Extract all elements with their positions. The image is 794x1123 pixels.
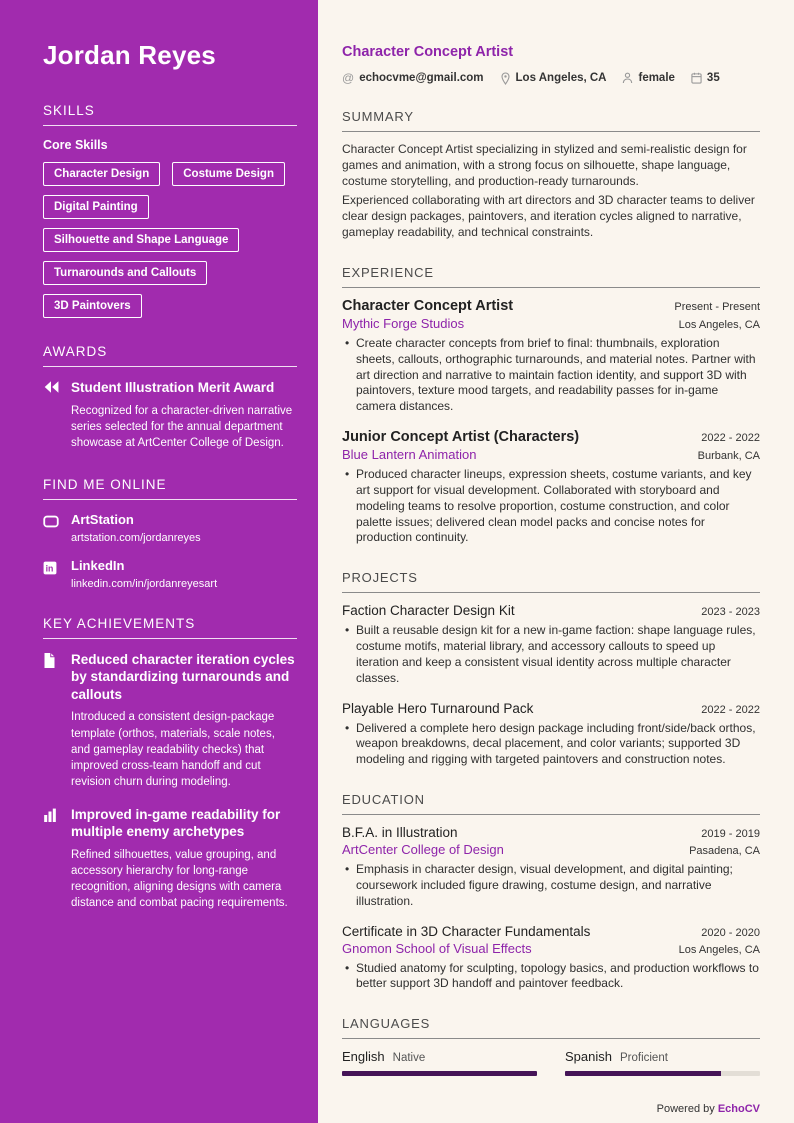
online-profile-label: ArtStation — [71, 511, 134, 527]
experience-dates: Present - Present — [674, 300, 760, 313]
award-icon — [43, 379, 61, 451]
artstation-icon — [43, 512, 61, 544]
achievement-item — [43, 651, 297, 790]
contact-email-value: echocvme@gmail.com — [359, 72, 484, 84]
contact-location — [500, 72, 607, 85]
achievement-content — [71, 651, 297, 790]
experience-location: Los Angeles, CA — [678, 318, 760, 331]
key-achievements-title: KEY ACHIEVEMENTS — [43, 616, 297, 639]
education-section-title: EDUCATION — [342, 792, 760, 815]
language-name: Spanish — [565, 1049, 612, 1065]
person-icon — [622, 72, 633, 84]
award-name: Student Illustration Merit Award — [71, 380, 275, 395]
language-name: English — [342, 1049, 385, 1065]
document-icon — [43, 651, 61, 790]
awards-title: AWARDS — [43, 344, 297, 367]
project-name: Faction Character Design Kit — [342, 603, 515, 619]
project-bullet: • Delivered a complete hero design package including front/side/back orthos, weapon breakdowns, decal placement, and color variants; supported 3D modeling and rigging with targeted paintovers and construction notes. — [342, 721, 760, 768]
online-profile-content — [71, 558, 217, 590]
language-item — [565, 1049, 760, 1076]
experience-bullet: • Create character concepts from brief to final: thumbnails, exploration sheets, callouts, orthographic turnarounds, and material notes. Partner with art direction and narrative to maintain faction identity, and support 3D with paintovers, texture mood targets, and readability passes for in-game camera distances. — [342, 336, 760, 415]
achievement-description: Refined silhouettes, value grouping, and accessory hierarchy for long-range recognition, aligning designs with camera distance and combat pacing requirements. — [71, 849, 288, 910]
project-name: Playable Hero Turnaround Pack — [342, 700, 534, 716]
person-name: Jordan Reyes — [43, 40, 216, 70]
experience-item — [342, 429, 760, 546]
experience-location: Burbank, CA — [697, 450, 760, 463]
language-bar — [342, 1071, 537, 1076]
sidebar — [0, 0, 318, 1123]
brand-link[interactable]: EchoCV — [717, 1103, 760, 1115]
award-description: Recognized for a character-driven narrative series selected for the annual department showcase at ArtCenter College of Design. — [71, 404, 293, 449]
footer — [657, 1103, 760, 1115]
find-me-online-title: FIND ME ONLINE — [43, 477, 297, 500]
calendar-icon — [691, 72, 702, 84]
education-bullet: • Emphasis in character design, visual development, and digital painting; coursework included figure drawing, costume design, and narrative illustration. — [342, 862, 760, 909]
language-bar-fill — [342, 1071, 537, 1076]
summary-paragraph: Experienced collaborating with art directors and 3D character teams to deliver clear design packages, paintovers, and iteration cycles aligned to narrative, gameplay readability, and technical constraints. — [342, 193, 755, 240]
contact-row — [342, 71, 760, 85]
svg-text:in: in — [45, 563, 54, 574]
achievement-item — [43, 806, 297, 911]
contact-location-value: Los Angeles, CA — [515, 72, 607, 84]
summary-paragraph: Character Concept Artist specializing in stylized and semi-realistic design for games and animation, with a strong focus on silhouette, shape language, costume storytelling, and production-ready turnarounds. — [342, 142, 747, 188]
contact-gender-value: female — [638, 72, 675, 84]
education-degree: Certificate in 3D Character Fundamentals — [342, 923, 591, 939]
experience-company: Blue Lantern Animation — [342, 447, 477, 463]
award-item — [43, 379, 297, 451]
online-profile-url[interactable]: linkedin.com/in/jordanreyesart — [71, 577, 218, 590]
skill-tag: Character Design — [43, 162, 160, 186]
skills-section — [43, 103, 297, 318]
education-location: Pasadena, CA — [689, 845, 760, 858]
experience-dates: 2022 - 2022 — [701, 432, 760, 445]
skill-tag: Silhouette and Shape Language — [43, 228, 239, 252]
skills-title: SKILLS — [43, 103, 297, 126]
email-icon: @ — [342, 71, 355, 85]
online-profile-label: LinkedIn — [71, 557, 125, 573]
project-dates: 2022 - 2022 — [701, 703, 760, 716]
online-profile-url[interactable]: artstation.com/jordanreyes — [71, 531, 201, 544]
experience-company: Mythic Forge Studios — [342, 315, 465, 331]
find-me-online-section — [43, 477, 297, 590]
location-pin-icon — [500, 72, 511, 85]
education-location: Los Angeles, CA — [678, 943, 760, 956]
skill-tags — [43, 162, 297, 318]
projects-section-title: PROJECTS — [342, 570, 760, 593]
contact-gender — [622, 72, 674, 84]
skill-tag: 3D Paintovers — [43, 294, 142, 318]
project-item — [342, 603, 760, 686]
education-dates: 2019 - 2019 — [701, 828, 760, 841]
online-profile-linkedin[interactable] — [43, 558, 297, 590]
education-item — [342, 924, 760, 993]
skill-tag: Digital Painting — [43, 195, 149, 219]
summary-section-title: SUMMARY — [342, 109, 760, 132]
project-dates: 2023 - 2023 — [701, 606, 760, 619]
contact-email[interactable] — [342, 71, 484, 85]
experience-item — [342, 298, 760, 415]
language-item — [342, 1049, 537, 1076]
project-item — [342, 701, 760, 768]
education-bullet: • Studied anatomy for sculpting, topology basics, and production workflows to better support 3D handoff and paintover feedback. — [342, 961, 760, 993]
experience-bullet: • Produced character lineups, expression sheets, costume variants, and key art support for visual development. Collaborated with storyboard and modeling teams to resolve proportion, costume construction, and color palette issues; delivered clean model packs and concise notes for production continuity. — [342, 467, 760, 546]
languages-section-title: LANGUAGES — [342, 1016, 760, 1039]
linkedin-icon — [43, 558, 61, 590]
skill-tag: Costume Design — [172, 162, 285, 186]
achievement-name: Improved in-game readability for multiple enemy archetypes — [71, 806, 281, 840]
online-profile-content — [71, 512, 201, 544]
language-level: Proficient — [619, 1052, 668, 1065]
education-school: Gnomon School of Visual Effects — [342, 940, 532, 956]
language-bar — [565, 1071, 760, 1076]
award-content — [71, 379, 297, 451]
page-title: Character Concept Artist — [342, 44, 514, 60]
achievement-description: Introduced a consistent design-package template (orthos, materials, scale notes, and gameplay readability checks) that improved cross-team handoff and cut revision churn during modeling. — [71, 711, 275, 788]
project-bullet: • Built a reusable design kit for a new in-game faction: shape language rules, costume motifs, material library, and accessory callouts to speed up iteration and keep a consistent visual identity across multiple character classes. — [342, 623, 760, 686]
language-level: Native — [392, 1052, 426, 1065]
contact-age-value: 35 — [706, 72, 720, 84]
achievement-name: Reduced character iteration cycles by standardizing turnarounds and callouts — [71, 651, 295, 702]
skill-tag: Turnarounds and Callouts — [43, 261, 207, 285]
main-column — [318, 0, 794, 1123]
experience-section-title: EXPERIENCE — [342, 265, 760, 288]
bar-chart-icon — [43, 806, 61, 911]
powered-by-label: Powered by — [656, 1103, 718, 1115]
key-achievements-section — [43, 616, 297, 912]
education-school: ArtCenter College of Design — [342, 842, 504, 858]
language-bar-fill — [565, 1071, 721, 1076]
education-degree: B.F.A. in Illustration — [342, 825, 458, 841]
experience-role: Character Concept Artist — [342, 297, 514, 314]
online-profile-artstation[interactable] — [43, 512, 297, 544]
languages-list — [342, 1049, 760, 1076]
contact-age — [691, 72, 720, 84]
awards-section — [43, 344, 297, 451]
achievement-content — [71, 806, 297, 911]
skills-group-label: Core Skills — [43, 138, 108, 152]
education-dates: 2020 - 2020 — [701, 926, 760, 939]
experience-role: Junior Concept Artist (Characters) — [342, 429, 580, 446]
education-item — [342, 825, 760, 909]
